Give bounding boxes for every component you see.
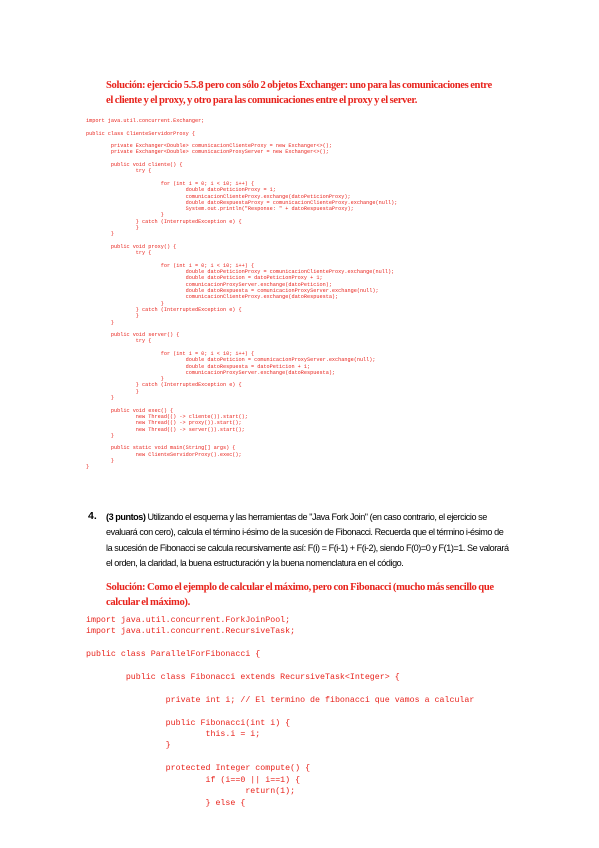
code-line: double datoRespuesta = datoPeticion + 1;	[86, 363, 311, 370]
code-line: return(1);	[86, 787, 296, 797]
code-line: comunicacionProxyServer.exchange(datoRespuesta);	[86, 369, 336, 376]
code-line: double datoPeticion = datoPeticionProxy + 1;	[86, 275, 323, 282]
code-line: double datoPeticionProxy = 1;	[86, 187, 276, 194]
code-line: this.i = i;	[86, 730, 261, 740]
code-line: import java.util.concurrent.RecursiveTask;	[86, 627, 296, 637]
code-line: try {	[86, 338, 152, 345]
solution-2-line: calcular el máximo).	[106, 597, 190, 608]
code-line: private int i; // El termino de fibonacci que vamos a calcular	[86, 695, 475, 705]
code-line: System.out.println("Response: " + datoRespuestaProxy);	[86, 206, 354, 213]
code-line: comunicacionClienteProxy.exchange(datoRespuesta);	[86, 294, 339, 301]
code-line: double datoRespuestaProxy = comunicacionClienteProxy.exchange(null);	[86, 199, 398, 206]
code-line: for (int i = 0; i < 10; i++) {	[86, 262, 255, 269]
question-points: (3 puntos)	[106, 512, 146, 522]
code-line	[86, 638, 474, 649]
code-line: private Exchanger<Double> comunicacionClienteProxy = new Exchanger<>();	[86, 143, 332, 150]
solution-2-line: Solución: Como el ejemplo de calcular el máximo, pero con Fibonacci (mucho más sencillo que	[106, 582, 494, 593]
code-line: }	[86, 212, 164, 219]
code-line: double datoRespuesta = comunicacionProxyServer.exchange(null);	[86, 288, 379, 295]
code-line: } catch (InterruptedException e) {	[86, 382, 242, 389]
code-line: for (int i = 0; i < 10; i++) {	[86, 350, 255, 357]
code-line	[86, 683, 474, 694]
code-line: }	[86, 458, 115, 465]
code-line: public Fibonacci(int i) {	[86, 718, 291, 728]
code-line: public class Fibonacci extends RecursiveTask<Integer> {	[86, 673, 400, 683]
code-line: } catch (InterruptedException e) {	[86, 306, 242, 313]
code-line	[86, 661, 474, 672]
code-line	[86, 752, 474, 763]
question-number: 4.	[88, 510, 97, 522]
code-line	[86, 706, 474, 717]
code-line: try {	[86, 250, 152, 257]
code-line: }	[86, 388, 139, 395]
code-line: }	[86, 225, 139, 232]
code-line: }	[86, 464, 90, 471]
code-line: public void proxy() {	[86, 243, 177, 250]
solution-1-line: Solución: ejercicio 5.5.8 pero con sólo 2 objetos Exchanger: uno para las comunicaciones entre	[106, 80, 492, 91]
code-line: } else {	[86, 798, 246, 808]
code-line: private Exchanger<Double> comunicacionProxyServer = new Exchanger<>();	[86, 149, 329, 156]
code-line: }	[86, 395, 115, 402]
code-line: import java.util.concurrent.ForkJoinPool;	[86, 616, 291, 625]
code-line: try {	[86, 168, 152, 175]
code-line: }	[86, 300, 164, 307]
code-line: public void cliente() {	[86, 162, 183, 169]
question-4-text	[106, 510, 510, 571]
code-line: }	[86, 432, 115, 439]
code-line: double datoPeticionProxy = comunicacionClienteProxy.exchange(null);	[86, 269, 395, 276]
code-line: double datoPeticion = comunicacionProxyServer.exchange(null);	[86, 357, 376, 364]
code-line: comunicacionProxyServer.exchange(datoPeticion);	[86, 281, 332, 288]
code-block-parallel-fibonacci	[86, 615, 474, 809]
code-line: for (int i = 0; i < 10; i++) {	[86, 180, 255, 187]
code-line: public void server() {	[86, 332, 180, 339]
code-line: public static void main(String[] args) {	[86, 445, 236, 452]
code-line: public class ParallelForFibonacci {	[86, 650, 261, 660]
code-line: }	[86, 319, 115, 326]
code-line: }	[86, 313, 139, 320]
code-line: public class ClienteServidorProxy {	[86, 130, 195, 137]
code-line: comunicacionClienteProxy.exchange(datoPeticionProxy);	[86, 193, 351, 200]
code-line: new Thread(() -> server()).start();	[86, 426, 245, 433]
code-line: new Thread(() -> cliente()).start();	[86, 413, 248, 420]
code-line: }	[86, 231, 115, 238]
code-line: }	[86, 376, 164, 383]
code-line: public void exec() {	[86, 407, 174, 414]
solution-1-line: el cliente y el proxy, y otro para las comunicaciones entre el proxy y el server.	[106, 95, 418, 106]
code-line: import java.util.concurrent.Exchanger;	[86, 118, 205, 124]
code-line: } catch (InterruptedException e) {	[86, 218, 242, 225]
code-block-cliente-servidor-proxy	[86, 118, 397, 471]
solution-1-heading	[106, 78, 576, 108]
code-line: }	[86, 741, 171, 751]
code-line: new Thread(() -> proxy()).start();	[86, 420, 242, 427]
code-line: new ClienteServidorProxy().exec();	[86, 451, 242, 458]
solution-2-heading	[106, 580, 576, 610]
code-line: if (i==0 || i==1) {	[86, 775, 301, 785]
question-statement: Utilizando el esquema y las herramientas de "Java Fork Join" (en caso contrario, el ejercicio se evaluará con cero), calcula el término i-ésimo de la sucesión de Fibonacci. Recuerda que el término i-ésimo de la sucesión de Fibonacci se calcula recursivamente así: F(i) = F(i-1) + F(i-2), siendo F(0)=0 y F(1)=1. Se valorará el orden, la claridad, la buena estructuración y la buena nomenclatura en el código.	[106, 512, 509, 568]
code-line: protected Integer compute() {	[86, 764, 311, 774]
